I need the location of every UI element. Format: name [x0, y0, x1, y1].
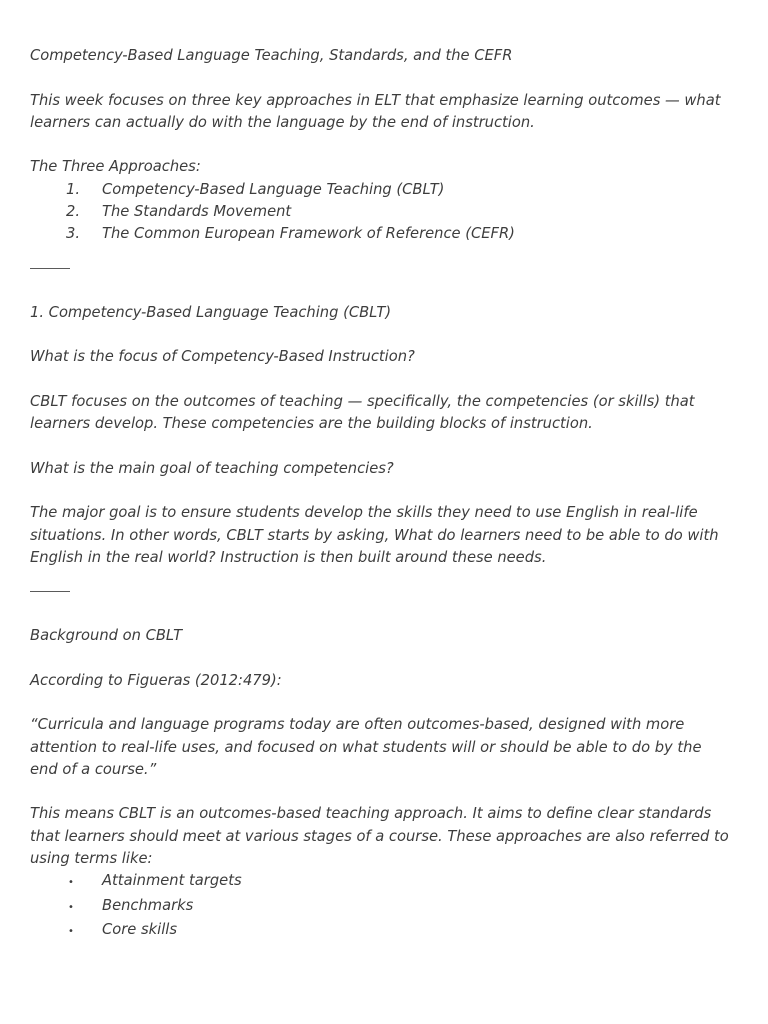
bullet-icon: •	[68, 901, 74, 913]
answer-goal: The major goal is to ensure students develop the skills they need to use English in real-life situations. In other words, CBLT starts by asking, What do learners need to be able to do with English in the real world? Instruction is then built around these needs.	[30, 504, 719, 566]
question-focus: What is the focus of Competency-Based Instruction?	[30, 348, 415, 366]
list-item	[30, 223, 730, 245]
list-number: 1.	[66, 180, 81, 198]
list-item-text: Attainment targets	[102, 872, 242, 890]
bullet-icon: •	[68, 925, 74, 937]
list-item	[30, 179, 730, 201]
list-number: 3.	[66, 225, 81, 243]
section-divider	[30, 268, 70, 269]
list-item-text: The Common European Framework of Reference (CEFR)	[102, 225, 515, 243]
section-divider	[30, 591, 70, 592]
approaches-list	[30, 179, 730, 246]
list-number: 2.	[66, 203, 81, 221]
explanation-paragraph: This means CBLT is an outcomes-based teaching approach. It aims to define clear standards that learners should meet at various stages of a course. These approaches are also referred to using terms like:	[30, 805, 729, 867]
section-heading-cblt: 1. Competency-Based Language Teaching (CBLT)	[30, 303, 392, 321]
list-item	[30, 870, 730, 894]
answer-focus: CBLT focuses on the outcomes of teaching — specifically, the competencies (or skills) that learners develop. These competencies are the building blocks of instruction.	[30, 392, 695, 433]
list-item	[30, 201, 730, 223]
list-item	[30, 919, 730, 943]
question-goal: What is the main goal of teaching competencies?	[30, 459, 394, 477]
quote: “Curricula and language programs today are often outcomes-based, designed with more attention to real-life uses, and focused on what students will or should be able to do by the end of a course.”	[30, 716, 702, 778]
approaches-heading: The Three Approaches:	[30, 158, 201, 176]
terms-list	[30, 870, 730, 943]
document-body	[30, 45, 730, 965]
list-item-text: Core skills	[102, 920, 178, 938]
list-item-text: Competency-Based Language Teaching (CBLT)	[102, 180, 445, 198]
document-title: Competency-Based Language Teaching, Standards, and the CEFR	[30, 47, 513, 64]
list-item-text: The Standards Movement	[102, 203, 292, 221]
intro-paragraph: This week focuses on three key approaches in ELT that emphasize learning outcomes — what learners can actually do with the language by the end of instruction.	[30, 91, 721, 131]
list-item	[30, 895, 730, 919]
citation: According to Figueras (2012:479):	[30, 671, 282, 689]
list-item-text: Benchmarks	[102, 896, 194, 914]
bullet-icon: •	[68, 877, 74, 889]
section-heading-background: Background on CBLT	[30, 627, 183, 645]
